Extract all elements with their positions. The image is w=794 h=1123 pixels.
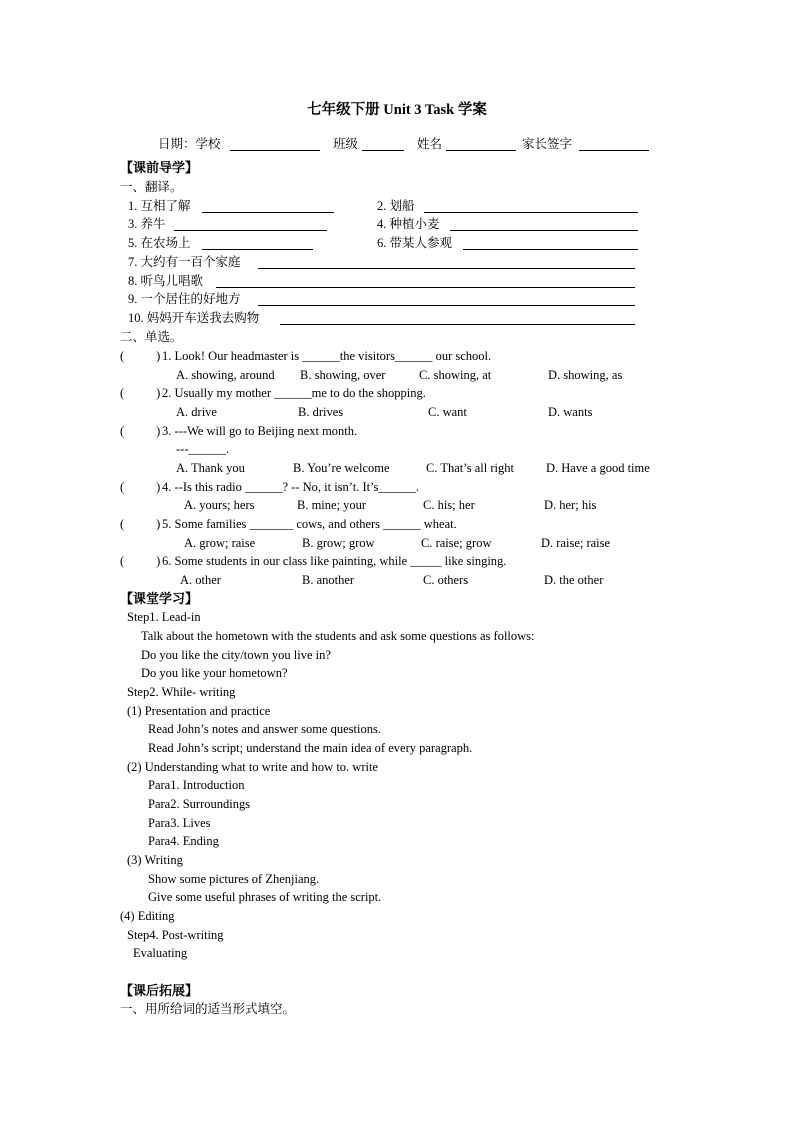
answer-blank[interactable] <box>424 200 638 213</box>
fill-blank-heading: 一、用所给词的适当形式填空。 <box>120 1002 296 1016</box>
question-stem-reply: ---______. <box>176 442 230 456</box>
option: A. yours; hers <box>184 498 255 512</box>
step-line: Step4. Post-writing <box>127 928 224 942</box>
translate-heading: 一、翻译。 <box>120 180 183 194</box>
answer-blank[interactable] <box>258 293 635 306</box>
after-class-heading: 【课后拓展】 <box>120 983 199 998</box>
option: B. showing, over <box>300 368 386 382</box>
school-blank[interactable] <box>230 138 320 151</box>
question-paren[interactable]: ( ) <box>120 349 161 363</box>
option: D. showing, as <box>548 368 623 382</box>
substep-line: (1) Presentation and practice <box>127 704 271 718</box>
option: B. grow; grow <box>302 536 375 550</box>
option: A. Thank you <box>176 461 245 475</box>
question-stem: 5. Some families _______ cows, and others ______ wheat. <box>162 517 457 531</box>
step-line: Step2. While- writing <box>127 685 236 699</box>
parent-sign-blank[interactable] <box>579 138 649 151</box>
step-text: Para4. Ending <box>148 834 219 848</box>
option: A. showing, around <box>176 368 275 382</box>
step-text: Do you like the city/town you live in? <box>141 648 331 662</box>
option: C. showing, at <box>419 368 492 382</box>
translation-item: 8. 听鸟儿唱歌 <box>128 274 204 288</box>
translation-item: 3. 养牛 <box>128 217 166 231</box>
answer-blank[interactable] <box>174 218 327 231</box>
step-text: Evaluating <box>133 946 188 960</box>
class-label: 班级 <box>333 137 359 151</box>
class-blank[interactable] <box>362 138 404 151</box>
option: A. grow; raise <box>184 536 256 550</box>
question-paren[interactable]: ( ) <box>120 554 161 568</box>
step-line: Step1. Lead-in <box>127 610 201 624</box>
answer-blank[interactable] <box>463 237 638 250</box>
option: A. other <box>180 573 221 587</box>
option: D. wants <box>548 405 593 419</box>
option: B. another <box>302 573 355 587</box>
option: C. others <box>423 573 469 587</box>
answer-blank[interactable] <box>202 237 313 250</box>
option: B. mine; your <box>297 498 367 512</box>
step-text: Para2. Surroundings <box>148 797 251 811</box>
option: D. her; his <box>544 498 597 512</box>
substep-line: (3) Writing <box>127 853 183 867</box>
answer-blank[interactable] <box>216 275 635 288</box>
translation-item: 4. 种植小麦 <box>377 217 440 231</box>
question-stem: 2. Usually my mother ______me to do the shopping. <box>162 386 426 400</box>
translation-item: 2. 划船 <box>377 199 415 213</box>
option: C. raise; grow <box>421 536 492 550</box>
answer-blank[interactable] <box>280 312 635 325</box>
translation-item: 7. 大约有一百个家庭 <box>128 255 241 269</box>
step-text: Para3. Lives <box>148 816 211 830</box>
translation-item: 9. 一个居住的好地方 <box>128 292 241 306</box>
option: C. want <box>428 405 467 419</box>
substep-line: (4) Editing <box>120 909 175 923</box>
question-stem: 4. --Is this radio ______? -- No, it isn’t. It’s______. <box>162 480 420 494</box>
option: D. raise; raise <box>541 536 611 550</box>
question-paren[interactable]: ( ) <box>120 517 161 531</box>
step-text: Para1. Introduction <box>148 778 245 792</box>
question-paren[interactable]: ( ) <box>120 480 161 494</box>
question-stem: 1. Look! Our headmaster is ______the visitors______ our school. <box>162 349 492 363</box>
page-title: 七年级下册 Unit 3 Task 学案 <box>307 102 487 118</box>
option: B. drives <box>298 405 344 419</box>
answer-blank[interactable] <box>202 200 334 213</box>
step-text: Give some useful phrases of writing the script. <box>148 890 382 904</box>
step-text: Show some pictures of Zhenjiang. <box>148 872 320 886</box>
answer-blank[interactable] <box>450 218 638 231</box>
pre-class-heading: 【课前导学】 <box>120 160 199 175</box>
question-stem: 6. Some students in our class like painting, while _____ like singing. <box>162 554 507 568</box>
step-text: Talk about the hometown with the students and ask some questions as follows: <box>141 629 535 643</box>
mcq-heading: 二、单选。 <box>120 330 183 344</box>
substep-line: (2) Understanding what to write and how to. write <box>127 760 378 774</box>
date-school-label: 日期：学校 <box>158 137 221 151</box>
option: A. drive <box>176 405 217 419</box>
option: B. You’re welcome <box>293 461 390 475</box>
parent-sign-label: 家长签字 <box>522 137 573 151</box>
option: C. That’s all right <box>426 461 514 475</box>
answer-blank[interactable] <box>258 256 635 269</box>
option: D. Have a good time <box>546 461 650 475</box>
name-blank[interactable] <box>446 138 516 151</box>
question-paren[interactable]: ( ) <box>120 424 161 438</box>
translation-item: 6. 带某人参观 <box>377 236 453 250</box>
step-text: Read John’s notes and answer some questions. <box>148 722 381 736</box>
name-label: 姓名 <box>417 137 443 151</box>
translation-item: 10. 妈妈开车送我去购物 <box>128 311 260 325</box>
in-class-heading: 【课堂学习】 <box>120 591 199 606</box>
step-text: Do you like your hometown? <box>141 666 288 680</box>
question-paren[interactable]: ( ) <box>120 386 161 400</box>
translation-item: 5. 在农场上 <box>128 236 191 250</box>
step-text: Read John’s script; understand the main idea of every paragraph. <box>148 741 473 755</box>
translation-item: 1. 互相了解 <box>128 199 191 213</box>
question-stem: 3. ---We will go to Beijing next month. <box>162 424 358 438</box>
option: D. the other <box>544 573 604 587</box>
option: C. his; her <box>423 498 475 512</box>
